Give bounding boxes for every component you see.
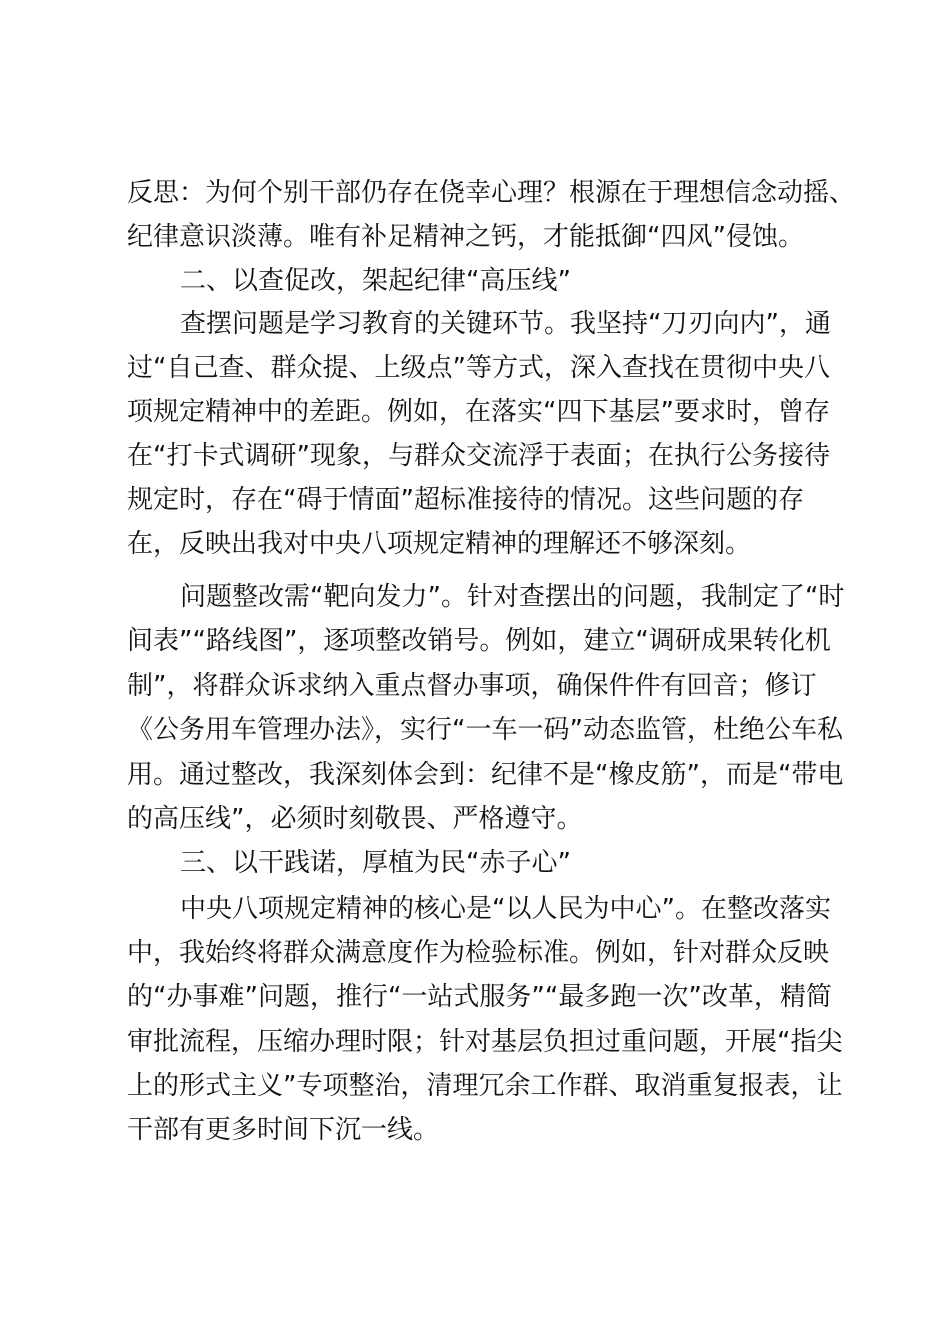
text-line: 中，我始终将群众满意度作为检验标准。例如，针对群众反映 xyxy=(127,938,830,968)
text-line: 间表”“路线图”，逐项整改销号。例如，建立“调研成果转化机 xyxy=(127,626,831,656)
text-line: 的高压线”，必须时刻敬畏、严格遵守。 xyxy=(127,804,583,834)
text-line: 上的形式主义”专项整治，清理冗余工作群、取消重复报表，让 xyxy=(127,1071,843,1101)
text-line: 在，反映出我对中央八项规定精神的理解还不够深刻。 xyxy=(127,529,752,559)
text-line: 规定时，存在“碍于情面”超标准接待的情况。这些问题的存 xyxy=(127,485,804,515)
text-line: 《公务用车管理办法》，实行“一车一码”动态监管，杜绝公车私 xyxy=(127,715,843,745)
text-line: 在“打卡式调研”现象，与群众交流浮于表面；在执行公务接待 xyxy=(127,441,830,471)
text-line: 干部有更多时间下沉一线。 xyxy=(127,1115,440,1145)
text-line: 用。通过整改，我深刻体会到：纪律不是“橡皮筋”，而是“带电 xyxy=(127,760,844,790)
paragraph-first-line: 中央八项规定精神的核心是“以人民为中心”。在整改落实 xyxy=(180,894,831,924)
text-line: 过“自己查、群众提、上级点”等方式，深入查找在贯彻中央八 xyxy=(127,353,830,383)
section-heading: 二、以查促改，架起纪律“高压线” xyxy=(180,266,571,296)
text-line: 制”，将群众诉求纳入重点督办事项，确保件件有回音；修订 xyxy=(127,671,817,701)
text-line: 反思：为何个别干部仍存在侥幸心理？根源在于理想信念动摇、 xyxy=(127,178,856,208)
text-line: 审批流程，压缩办理时限；针对基层负担过重问题，开展“指尖 xyxy=(127,1027,843,1057)
text-line: 纪律意识淡薄。唯有补足精神之钙，才能抵御“四风”侵蚀。 xyxy=(127,222,804,252)
text-line: 项规定精神中的差距。例如，在落实“四下基层”要求时，曾存 xyxy=(127,397,830,427)
paragraph-first-line: 问题整改需“靶向发力”。针对查摆出的问题，我制定了“时 xyxy=(180,582,845,612)
paragraph-first-line: 查摆问题是学习教育的关键环节。我坚持“刀刃向内”，通 xyxy=(180,309,831,339)
section-heading: 三、以干践诺，厚植为民“赤子心” xyxy=(180,848,571,878)
text-line: 的“办事难”问题，推行“一站式服务”“最多跑一次”改革，精简 xyxy=(127,982,832,1012)
